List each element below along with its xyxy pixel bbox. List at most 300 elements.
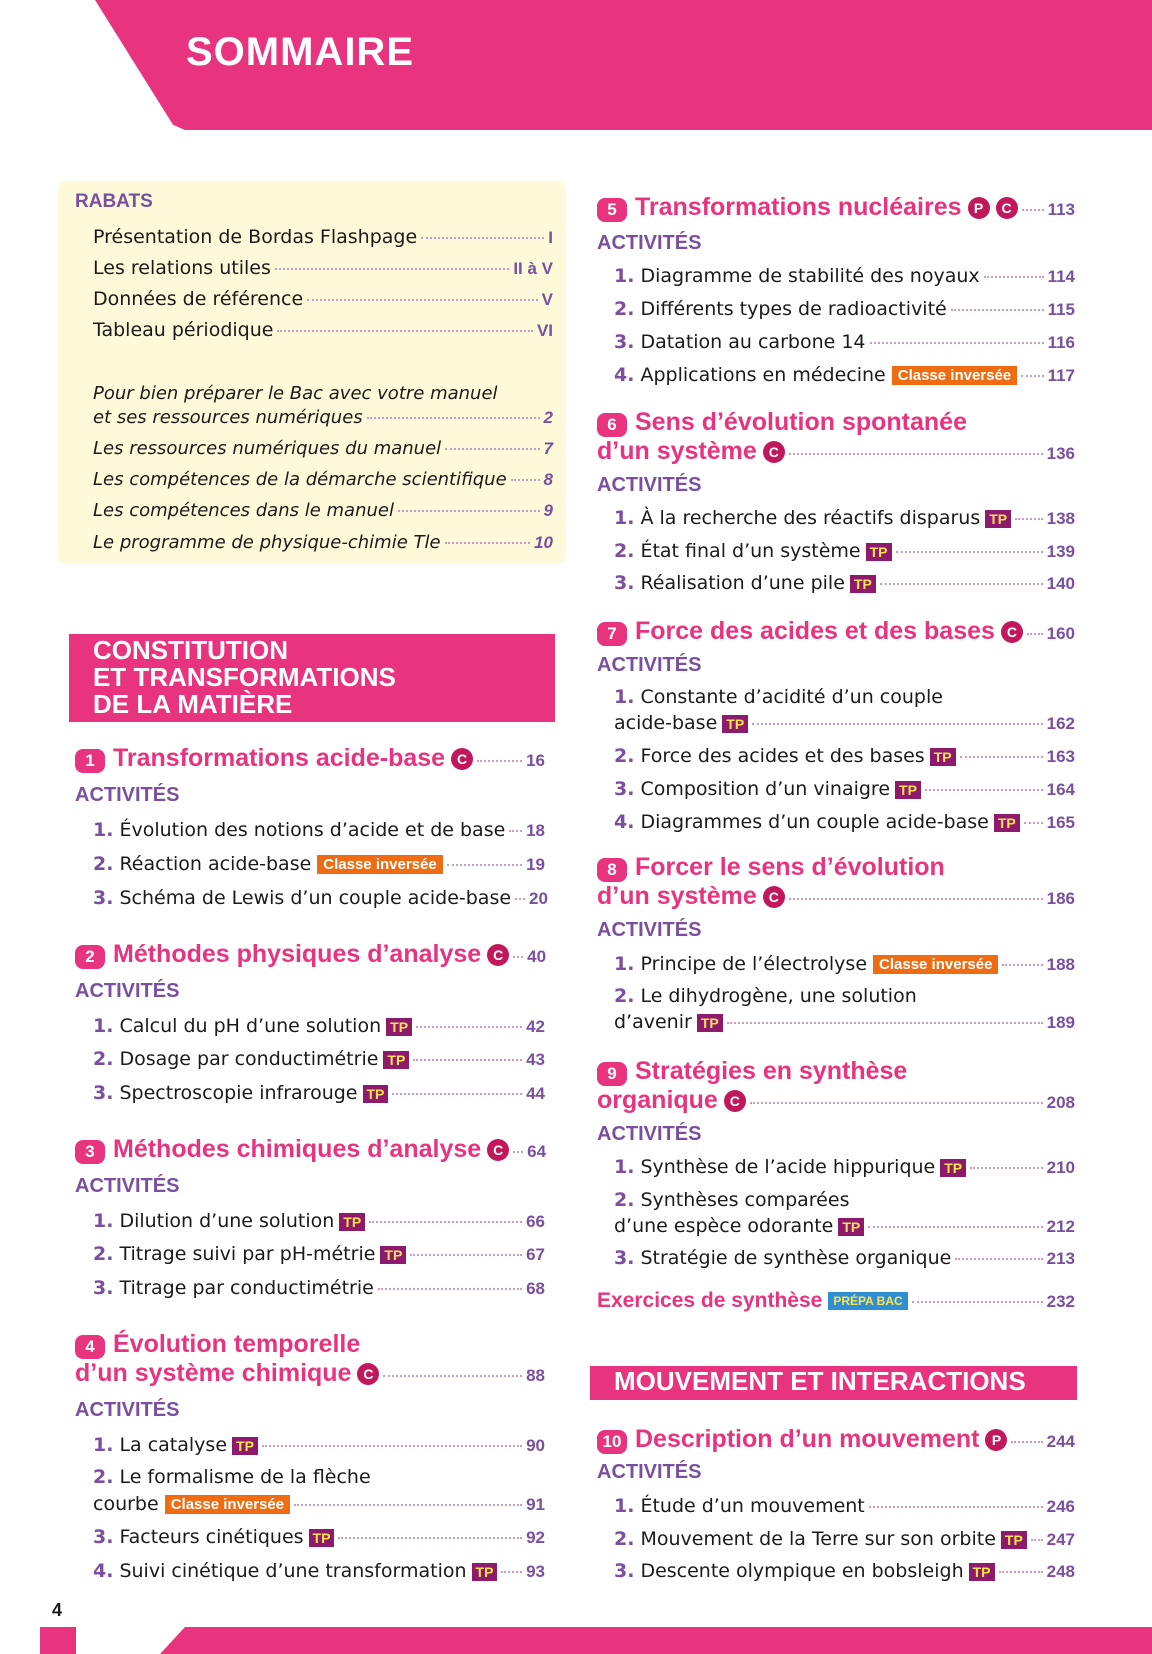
tp-badge: TP	[232, 1437, 258, 1455]
leader-dots	[416, 1026, 522, 1028]
activity-line[interactable]	[614, 265, 1075, 287]
footer-band	[160, 1627, 1152, 1654]
activity-line[interactable]	[614, 778, 1075, 800]
toc-line[interactable]	[93, 469, 553, 490]
leader-dots	[880, 583, 1043, 585]
tp-badge: TP	[383, 1051, 409, 1069]
leader-dots	[410, 1254, 522, 1256]
p-badge-icon: P	[985, 1429, 1007, 1451]
activities-heading: ACTIVITÉS	[75, 980, 180, 1002]
leader-dots	[752, 723, 1042, 725]
chapter-number-badge: 2	[75, 945, 105, 969]
activity-line[interactable]	[614, 1215, 1075, 1237]
activity-line[interactable]	[614, 540, 1075, 562]
toc-line[interactable]	[93, 319, 553, 341]
activity-line[interactable]	[93, 1210, 545, 1232]
activity-page: 139	[1046, 542, 1075, 561]
activity-text: Dilution d’une solution	[119, 1210, 335, 1232]
activity-number: 1.	[93, 1015, 114, 1037]
leader-dots	[1027, 633, 1043, 635]
tp-badge: TP	[895, 781, 921, 799]
leader-dots	[421, 237, 544, 239]
toc-line-first	[93, 383, 553, 404]
activity-line[interactable]	[93, 1560, 545, 1582]
activity-page: 66	[526, 1212, 545, 1231]
activity-text: d’avenir	[614, 1011, 692, 1033]
activity-line-first	[614, 985, 1075, 1007]
leader-dots	[912, 1301, 1043, 1303]
activity-number: 2.	[614, 985, 635, 1007]
activity-text: Principe de l’électrolyse	[640, 953, 868, 975]
activities-heading: ACTIVITÉS	[597, 654, 702, 676]
leader-dots	[445, 542, 530, 544]
activity-number: 3.	[614, 1560, 635, 1582]
leader-dots	[447, 864, 522, 866]
c-badge-icon: C	[451, 748, 473, 770]
activity-text: Descente olympique en bobsleigh	[640, 1560, 964, 1582]
exercices-synthese-line[interactable]	[597, 1289, 1075, 1313]
activity-line[interactable]	[614, 1495, 1075, 1517]
activity-text: Réaction acide-base	[119, 853, 312, 875]
toc-line[interactable]	[93, 226, 553, 248]
chapter-page: 160	[1046, 624, 1075, 643]
leader-dots	[513, 1151, 523, 1153]
classe-inversee-badge: Classe inversée	[165, 1495, 290, 1514]
activity-page: 91	[526, 1495, 545, 1514]
leader-dots	[1024, 822, 1043, 824]
activity-number: 2.	[614, 540, 635, 562]
activity-text: Évolution des notions d’acide et de base	[119, 819, 506, 841]
chapter-6[interactable]	[597, 437, 1075, 466]
chapter-title: Description d’un mouvement	[635, 1425, 980, 1453]
leader-dots	[1015, 518, 1042, 520]
activity-text: Datation au carbone 14	[640, 331, 866, 353]
activity-line[interactable]	[614, 712, 1075, 734]
chapter-title: Évolution temporelle	[113, 1330, 361, 1358]
activities-heading: ACTIVITÉS	[75, 1399, 180, 1421]
activities-heading: ACTIVITÉS	[597, 1461, 702, 1483]
activity-number: 1.	[93, 1434, 114, 1456]
leader-dots	[955, 1258, 1042, 1260]
chapter-9-title-first[interactable]	[597, 1057, 907, 1086]
activity-number: 1.	[614, 265, 635, 287]
tp-badge: TP	[697, 1014, 723, 1032]
activity-text: d’une espèce odorante	[614, 1215, 834, 1237]
activity-line[interactable]	[614, 298, 1075, 320]
chapter-page: 136	[1046, 444, 1075, 463]
tp-badge: TP	[339, 1213, 365, 1231]
activity-page: 67	[526, 1245, 545, 1264]
activity-page: 18	[526, 821, 545, 840]
tp-badge: TP	[940, 1159, 966, 1177]
activity-line[interactable]	[614, 1247, 1075, 1269]
activity-text: Synthèse de l’acide hippurique	[640, 1156, 936, 1178]
chapter-number-badge: 9	[597, 1062, 627, 1086]
chapter-10[interactable]	[597, 1425, 1075, 1454]
toc-text: Pour bien préparer le Bac avec votre manuel	[93, 383, 498, 404]
activity-page: 162	[1046, 714, 1075, 733]
chapter-title: Force des acides et des bases	[635, 617, 995, 645]
activity-number: 3.	[614, 1247, 635, 1269]
toc-text: Le programme de physique-chimie Tle	[93, 532, 441, 553]
leader-dots	[999, 1571, 1043, 1573]
leader-dots	[501, 1571, 522, 1573]
activity-number: 3.	[614, 572, 635, 594]
activity-text: Facteurs cinétiques	[119, 1526, 304, 1548]
chapter-title: Transformations acide-base	[113, 744, 446, 772]
c-badge-icon: C	[1001, 621, 1023, 643]
activity-line[interactable]	[93, 1277, 545, 1299]
leader-dots	[896, 551, 1043, 553]
activity-number: 2.	[614, 745, 635, 767]
activity-line[interactable]	[614, 953, 1075, 975]
activity-text: Diagramme de stabilité des noyaux	[640, 265, 980, 287]
toc-page: I	[548, 228, 553, 247]
leader-dots	[509, 830, 522, 832]
activity-page: 68	[526, 1279, 545, 1298]
toc-line[interactable]	[93, 532, 553, 553]
toc-page: VI	[536, 321, 553, 340]
activity-page: 210	[1046, 1158, 1075, 1177]
c-badge-icon: C	[763, 886, 785, 908]
toc-text: et ses ressources numériques	[93, 407, 363, 428]
toc-text: Les compétences de la démarche scientifique	[93, 469, 507, 490]
activity-number: 1.	[614, 1156, 635, 1178]
activity-page: 140	[1046, 574, 1075, 593]
activity-line[interactable]	[614, 745, 1075, 767]
chapter-number-badge: 10	[597, 1430, 627, 1454]
activity-number: 1.	[93, 1210, 114, 1232]
leader-dots	[383, 1375, 522, 1377]
toc-page: 8	[543, 470, 553, 489]
toc-page: 7	[543, 439, 553, 458]
activity-number: 3.	[93, 1277, 114, 1299]
leader-dots	[951, 309, 1044, 311]
toc-text: Données de référence	[93, 288, 304, 310]
tp-badge: TP	[472, 1563, 498, 1581]
activities-heading: ACTIVITÉS	[597, 232, 702, 254]
c-badge-icon: C	[763, 441, 785, 463]
leader-dots	[960, 756, 1043, 758]
chapter-title: d’un système chimique	[75, 1359, 352, 1387]
activity-line[interactable]	[93, 819, 545, 841]
activity-text: acide-base	[614, 712, 718, 734]
leader-dots	[477, 760, 522, 762]
chapter-page: 88	[526, 1366, 545, 1385]
activity-page: 42	[526, 1017, 545, 1036]
leader-dots	[307, 299, 537, 301]
activity-text: Étude d’un mouvement	[640, 1495, 865, 1517]
chapter-page: 208	[1046, 1093, 1075, 1112]
activity-line[interactable]	[614, 1528, 1075, 1550]
activity-line[interactable]	[614, 1156, 1075, 1178]
chapter-title: Transformations nucléaires	[635, 193, 962, 221]
activity-page: 93	[526, 1562, 545, 1581]
activity-line[interactable]	[93, 1526, 545, 1548]
activity-page: 43	[526, 1050, 545, 1069]
tp-badge: TP	[363, 1085, 389, 1103]
activity-line[interactable]	[93, 1048, 545, 1070]
toc-page: 10	[534, 533, 553, 552]
tp-badge: TP	[386, 1018, 412, 1036]
leader-dots	[392, 1093, 522, 1095]
chapter-page: 186	[1046, 889, 1075, 908]
p-badge-icon: P	[968, 197, 990, 219]
activity-number: 3.	[93, 1082, 114, 1104]
activity-line[interactable]	[614, 811, 1075, 833]
chapter-page: 113	[1047, 200, 1075, 219]
rabats-heading: RABATS	[75, 191, 153, 212]
activity-text: Composition d’un vinaigre	[640, 778, 891, 800]
leader-dots	[750, 1102, 1043, 1104]
leader-dots	[369, 1221, 522, 1223]
activity-page: 246	[1046, 1497, 1075, 1516]
chapter-4-title-first[interactable]	[75, 1330, 360, 1359]
page-number: 4	[52, 1600, 63, 1620]
section-banner-mouvement: MOUVEMENT ET INTERACTIONS	[590, 1366, 1077, 1400]
activity-line[interactable]	[614, 1011, 1075, 1033]
activity-page: 115	[1047, 300, 1075, 319]
section-title-line: ET TRANSFORMATIONS	[93, 662, 396, 692]
activity-text: À la recherche des réactifs disparus	[640, 507, 981, 529]
activity-page: 116	[1047, 333, 1075, 352]
classe-inversee-badge: Classe inversée	[892, 366, 1017, 385]
activity-line[interactable]	[614, 331, 1075, 353]
activity-number: 2.	[614, 298, 635, 320]
activity-page: 189	[1046, 1013, 1075, 1032]
chapter-number-badge: 4	[75, 1335, 105, 1359]
tp-badge: TP	[722, 715, 748, 733]
activity-number: 3.	[93, 887, 114, 909]
activity-text: Réalisation d’une pile	[640, 572, 845, 594]
tp-badge: TP	[866, 543, 892, 561]
chapter-6-title-first[interactable]	[597, 408, 967, 437]
toc-page: V	[541, 290, 553, 309]
activity-page: 212	[1046, 1217, 1075, 1236]
chapter-1[interactable]	[75, 744, 545, 773]
c-badge-icon: C	[487, 944, 509, 966]
prepa-bac-badge: PRÉPA BAC	[828, 1292, 907, 1310]
activity-text: Le dihydrogène, une solution	[640, 985, 917, 1007]
activity-text: La catalyse	[119, 1434, 228, 1456]
activity-text: Titrage par conductimétrie	[119, 1277, 374, 1299]
toc-line[interactable]	[93, 257, 553, 279]
activity-text: Le formalisme de la flèche	[119, 1466, 371, 1488]
activity-number: 1.	[614, 1495, 635, 1517]
toc-page: II à V	[513, 259, 553, 278]
activity-text: courbe	[93, 1493, 159, 1515]
toc-text: Présentation de Bordas Flashpage	[93, 226, 418, 248]
chapter-8[interactable]	[597, 882, 1075, 911]
c-badge-icon: C	[487, 1139, 509, 1161]
activity-line[interactable]	[93, 1434, 545, 1456]
exercices-title: Exercices de synthèse	[597, 1289, 823, 1312]
chapter-title: Stratégies en synthèse	[635, 1057, 908, 1085]
leader-dots	[869, 1506, 1043, 1508]
chapter-title: Sens d’évolution spontanée	[635, 408, 967, 436]
leader-dots	[445, 448, 539, 450]
leader-dots	[1011, 1441, 1042, 1443]
activity-text: État final d’un système	[640, 540, 861, 562]
activity-text: Dosage par conductimétrie	[119, 1048, 379, 1070]
activity-line[interactable]	[614, 507, 1075, 529]
activity-page: 19	[526, 855, 545, 874]
c-badge-icon: C	[357, 1363, 379, 1385]
activities-heading: ACTIVITÉS	[75, 1175, 180, 1197]
activity-line[interactable]	[93, 887, 548, 909]
leader-dots	[789, 453, 1043, 455]
leader-dots	[262, 1445, 522, 1447]
activity-page: 164	[1046, 780, 1075, 799]
toc-line[interactable]	[93, 288, 553, 310]
leader-dots	[1022, 209, 1044, 211]
activity-line[interactable]	[93, 1493, 545, 1515]
leader-dots	[925, 789, 1043, 791]
chapter-number-badge: 6	[597, 413, 627, 437]
section-title-line: DE LA MATIÈRE	[93, 689, 293, 719]
activity-number: 1.	[614, 953, 635, 975]
chapter-number-badge: 3	[75, 1140, 105, 1164]
chapter-page: 40	[527, 947, 547, 966]
leader-dots	[513, 956, 523, 958]
tp-badge: TP	[309, 1529, 335, 1547]
activity-page: 92	[526, 1528, 545, 1547]
leader-dots	[1031, 1539, 1043, 1541]
activity-text: Mouvement de la Terre sur son orbite	[640, 1528, 996, 1550]
chapter-page: 64	[527, 1142, 547, 1161]
chapter-title: d’un système	[597, 437, 757, 465]
toc-line[interactable]	[93, 438, 553, 459]
leader-dots	[511, 479, 540, 481]
chapter-title: d’un système	[597, 882, 757, 910]
activity-page: 163	[1046, 747, 1075, 766]
toc-text: Les relations utiles	[93, 257, 271, 279]
activity-text: Diagrammes d’un couple acide-base	[640, 811, 989, 833]
activities-heading: ACTIVITÉS	[75, 784, 180, 806]
chapter-number-badge: 8	[597, 858, 627, 882]
toc-line[interactable]	[93, 407, 553, 428]
page-title: SOMMAIRE	[186, 30, 414, 74]
chapter-title: Méthodes physiques d’analyse	[113, 940, 482, 968]
leader-dots	[727, 1022, 1043, 1024]
toc-page: 2	[543, 408, 553, 427]
leader-dots	[789, 898, 1043, 900]
chapter-7[interactable]	[597, 617, 1075, 646]
activity-number: 3.	[614, 778, 635, 800]
activity-text: Force des acides et des bases	[640, 745, 925, 767]
toc-page: 9	[543, 501, 553, 520]
chapter-number-badge: 5	[597, 198, 627, 222]
chapter-number-badge: 7	[597, 622, 627, 646]
leader-dots	[367, 417, 540, 419]
chapter-5[interactable]	[597, 193, 1075, 222]
activity-line[interactable]	[93, 1082, 545, 1104]
activity-page: 117	[1047, 366, 1075, 385]
activities-heading: ACTIVITÉS	[597, 1123, 702, 1145]
activity-line[interactable]	[93, 853, 545, 875]
chapter-2[interactable]	[75, 940, 545, 969]
tp-badge: TP	[994, 814, 1020, 832]
chapter-4[interactable]	[75, 1359, 545, 1388]
leader-dots	[1002, 964, 1042, 966]
activity-text: Calcul du pH d’une solution	[119, 1015, 382, 1037]
activity-line-first	[614, 1189, 1075, 1211]
exercices-page: 232	[1046, 1292, 1075, 1311]
activity-number: 4.	[614, 364, 635, 386]
activity-text: Spectroscopie infrarouge	[119, 1082, 358, 1104]
chapter-page: 244	[1046, 1432, 1075, 1451]
activity-line-first	[93, 1466, 545, 1488]
tp-badge: TP	[838, 1218, 864, 1236]
section-banner-matiere	[69, 634, 555, 722]
tp-badge: TP	[969, 1563, 995, 1581]
activities-heading: ACTIVITÉS	[597, 474, 702, 496]
activity-number: 2.	[93, 1048, 114, 1070]
activity-page: 114	[1047, 267, 1075, 286]
toc-line[interactable]	[93, 500, 553, 521]
chapter-title: organique	[597, 1086, 718, 1114]
activity-text: Synthèses comparées	[640, 1189, 850, 1211]
leader-dots	[1021, 375, 1043, 377]
footer-block	[40, 1627, 76, 1654]
activity-number: 4.	[614, 811, 635, 833]
chapter-title: Forcer le sens d’évolution	[635, 853, 945, 881]
activity-number: 3.	[93, 1526, 114, 1548]
leader-dots	[398, 510, 540, 512]
leader-dots	[984, 276, 1044, 278]
activity-number: 1.	[614, 686, 635, 708]
activity-line[interactable]	[614, 572, 1075, 594]
activity-text: Titrage suivi par pH-métrie	[119, 1243, 376, 1265]
chapter-8-title-first[interactable]	[597, 853, 945, 882]
chapter-title: Méthodes chimiques d’analyse	[113, 1135, 482, 1163]
activity-line[interactable]	[93, 1243, 545, 1265]
activity-number: 3.	[614, 331, 635, 353]
chapter-3[interactable]	[75, 1135, 545, 1164]
activity-line[interactable]	[93, 1015, 545, 1037]
activity-page: 188	[1046, 955, 1075, 974]
activity-page: 165	[1046, 813, 1075, 832]
activity-page: 138	[1046, 509, 1075, 528]
activity-number: 2.	[614, 1528, 635, 1550]
activity-line[interactable]	[614, 364, 1075, 386]
leader-dots	[294, 1504, 522, 1506]
activities-heading: ACTIVITÉS	[597, 919, 702, 941]
chapter-page: 16	[526, 751, 545, 770]
activity-text: Applications en médecine	[640, 364, 886, 386]
classe-inversee-badge: Classe inversée	[873, 955, 998, 974]
tp-badge: TP	[1001, 1531, 1027, 1549]
toc-text: Les compétences dans le manuel	[93, 500, 394, 521]
activity-page: 20	[529, 889, 548, 908]
activity-number: 1.	[614, 507, 635, 529]
activity-page: 247	[1046, 1530, 1075, 1549]
activity-number: 1.	[93, 819, 114, 841]
tp-badge: TP	[850, 575, 876, 593]
activity-page: 213	[1046, 1249, 1075, 1268]
classe-inversee-badge: Classe inversée	[317, 855, 442, 874]
leader-dots	[868, 1226, 1042, 1228]
chapter-number-badge: 1	[75, 749, 105, 773]
activity-number: 2.	[614, 1189, 635, 1211]
chapter-9[interactable]	[597, 1086, 1075, 1115]
leader-dots	[378, 1288, 522, 1290]
activity-number: 4.	[93, 1560, 114, 1582]
activity-line[interactable]	[614, 1560, 1075, 1582]
activity-page: 44	[526, 1084, 545, 1103]
activity-text: Schéma de Lewis d’un couple acide-base	[119, 887, 512, 909]
activity-text: Différents types de radioactivité	[640, 298, 947, 320]
